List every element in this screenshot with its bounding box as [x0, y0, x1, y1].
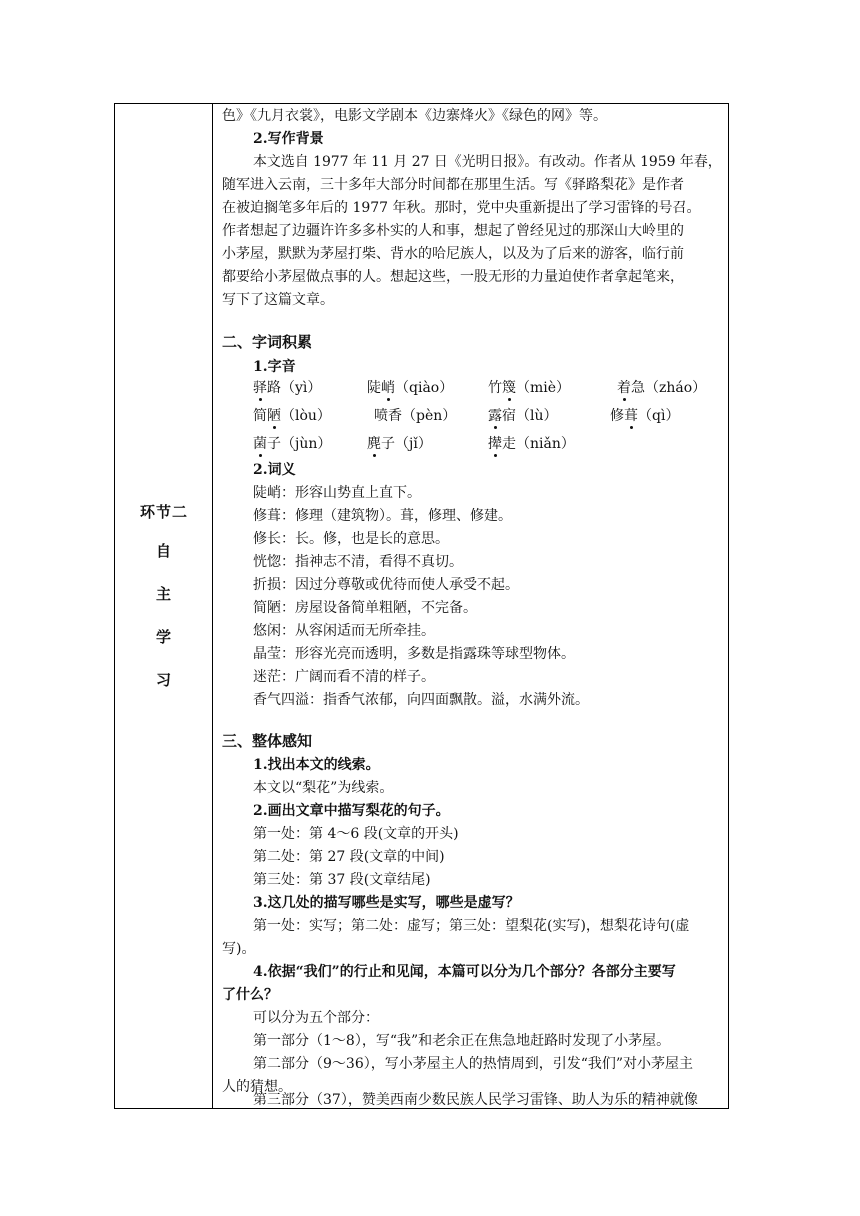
background-title: 2.写作背景: [253, 131, 324, 147]
question: 1.找出本文的线索。: [253, 757, 380, 773]
pron-rest: 宿（lù）: [502, 408, 558, 424]
background-line: 在被迫搁笔多年后的 1977 年秋。那时，党中央重新提出了学习雷锋的号召。: [222, 200, 701, 216]
section-label: 环节二: [139, 503, 188, 521]
pron-title: 1.字音: [253, 359, 296, 375]
question: 了什么？: [222, 987, 278, 1003]
question: 4.依据“我们”的行止和见闻，本篇可以分为几个部分？各部分主要写: [253, 964, 676, 980]
answer: 第一处：第 4～6 段(文章的开头): [253, 826, 459, 842]
pron-rest: （qiào）: [395, 380, 454, 396]
answer: 第二处：第 27 段(文章的中间): [253, 849, 445, 865]
meaning-line: 修葺：修理（建筑物）。葺，修理、修建。: [253, 508, 512, 524]
dotted-char: 露: [488, 408, 502, 424]
background-line: 写下了这篇文章。: [222, 292, 334, 308]
question: 3.这几处的描写哪些是实写，哪些是虚写？: [253, 895, 520, 911]
background-line: 小茅屋，默默为茅屋打柴、背水的哈尼族人，以及为了后来的游客，临行前: [222, 246, 684, 262]
section-label-char: 习: [155, 671, 172, 689]
intro-tail: 色》《九月衣裳》，电影文学剧本《边寨烽火》《绿色的网》等。: [222, 108, 607, 124]
pron-rest: （miè）: [516, 380, 571, 396]
background-line: 本文选自 1977 年 11 月 27 日《光明日报》。有改动。作者从 1959 年春，: [253, 154, 722, 170]
section-label-cell: [115, 104, 213, 1108]
answer: 第二部分（9～36），写小茅屋主人的热情周到，引发“我们”对小茅屋主: [253, 1056, 694, 1072]
meaning-line: 简陋：房屋设备简单粗陋，不完备。: [253, 600, 477, 616]
pron-rest: 急（zháo）: [631, 380, 707, 396]
pron-item: [374, 406, 456, 426]
pron-pre: 陡: [367, 380, 381, 396]
pron-pre: 修: [610, 408, 624, 424]
pron-item: [610, 406, 679, 426]
meaning-line: 香气四溢：指香气浓郁，向四面飘散。溢，水满外流。: [253, 692, 589, 708]
meaning-line: 悠闲：从容闲适而无所牵挂。: [253, 623, 435, 639]
pron-rest: 路（yì）: [267, 380, 322, 396]
dotted-char: 着: [617, 380, 631, 396]
answer: 可以分为五个部分：: [253, 1010, 379, 1026]
answer: 第一处：实写；第二处：虚写；第三处：望梨花(实写)，想梨花诗句(虚: [253, 918, 690, 934]
answer: 第一部分（1～8），写“我”和老余正在焦急地赶路时发现了小茅屋。: [253, 1033, 671, 1049]
dotted-char: 驿: [253, 380, 267, 396]
section-label-char: 学: [155, 628, 172, 646]
answer: 第三部分（37），赞美西南少数民族人民学习雷锋、助人为乐的精神就像: [253, 1092, 698, 1108]
dotted-char: 葺: [624, 408, 638, 424]
dotted-char: 峭: [381, 380, 395, 396]
answer: 本文以“梨花”为线索。: [253, 780, 394, 796]
pron-rest: 子（jùn）: [267, 436, 332, 452]
dotted-char: 菌: [253, 436, 267, 452]
answer: 写)。: [222, 941, 256, 957]
lesson-table: [114, 103, 729, 1109]
section-label-char: 主: [155, 585, 172, 603]
pron-rest: （qì）: [638, 408, 680, 424]
pron-item: [488, 378, 570, 398]
pron-pre: 简: [253, 408, 267, 424]
dotted-char: 撵: [488, 436, 502, 452]
pron-pre: 竹: [488, 380, 502, 396]
pron-rest: 子（jǐ）: [381, 436, 432, 452]
pron-rest: （lòu）: [281, 408, 331, 424]
pron-item: [253, 378, 321, 398]
meaning-line: 折损：因过分尊敬或优待而使人承受不起。: [253, 577, 519, 593]
dotted-char: 篾: [502, 380, 516, 396]
background-line: 作者想起了边疆许许多多朴实的人和事，想起了曾经见过的那深山大岭里的: [222, 223, 684, 239]
pron-item: [367, 378, 453, 398]
vocab-heading: 二、字词积累: [222, 333, 313, 351]
pron-item: [253, 434, 331, 454]
background-line: 都要给小茅屋做点事的人。想起这些，一股无形的力量迫使作者拿起笔来，: [222, 269, 684, 285]
answer: 第三处：第 37 段(文章结尾): [253, 872, 431, 888]
dotted-char: 陋: [267, 408, 281, 424]
background-line: 随军进入云南，三十多年大部分时间都在那里生活。写《驿路梨花》是作者: [222, 177, 684, 193]
answer: 人的猜想。: [222, 1079, 292, 1095]
pron-item: [253, 406, 331, 426]
meaning-line: 恍惚：指神志不清，看得不真切。: [253, 554, 463, 570]
pron-item: [488, 406, 558, 426]
meaning-line: 修长：长。修，也是长的意思。: [253, 531, 449, 547]
meaning-line: 陡峭：形容山势直上直下。: [253, 485, 421, 501]
pron-item: [488, 434, 575, 454]
pron-item: [367, 434, 432, 454]
meaning-line: 晶莹：形容光亮而透明，多数是指露珠等球型物体。: [253, 646, 575, 662]
dotted-char: 麂: [367, 436, 381, 452]
meaning-title: 2.词义: [253, 462, 296, 478]
pron-rest: 走（niǎn）: [502, 436, 575, 452]
pron-item: [617, 378, 706, 398]
meaning-line: 迷茫：广阔而看不清的样子。: [253, 669, 435, 685]
question: 2.画出文章中描写梨花的句子。: [253, 803, 450, 819]
content-cell: [222, 104, 722, 1108]
pron-rest: 喷香（pèn）: [374, 408, 457, 424]
overall-heading: 三、整体感知: [222, 732, 313, 750]
section-label-char: 自: [155, 542, 172, 560]
